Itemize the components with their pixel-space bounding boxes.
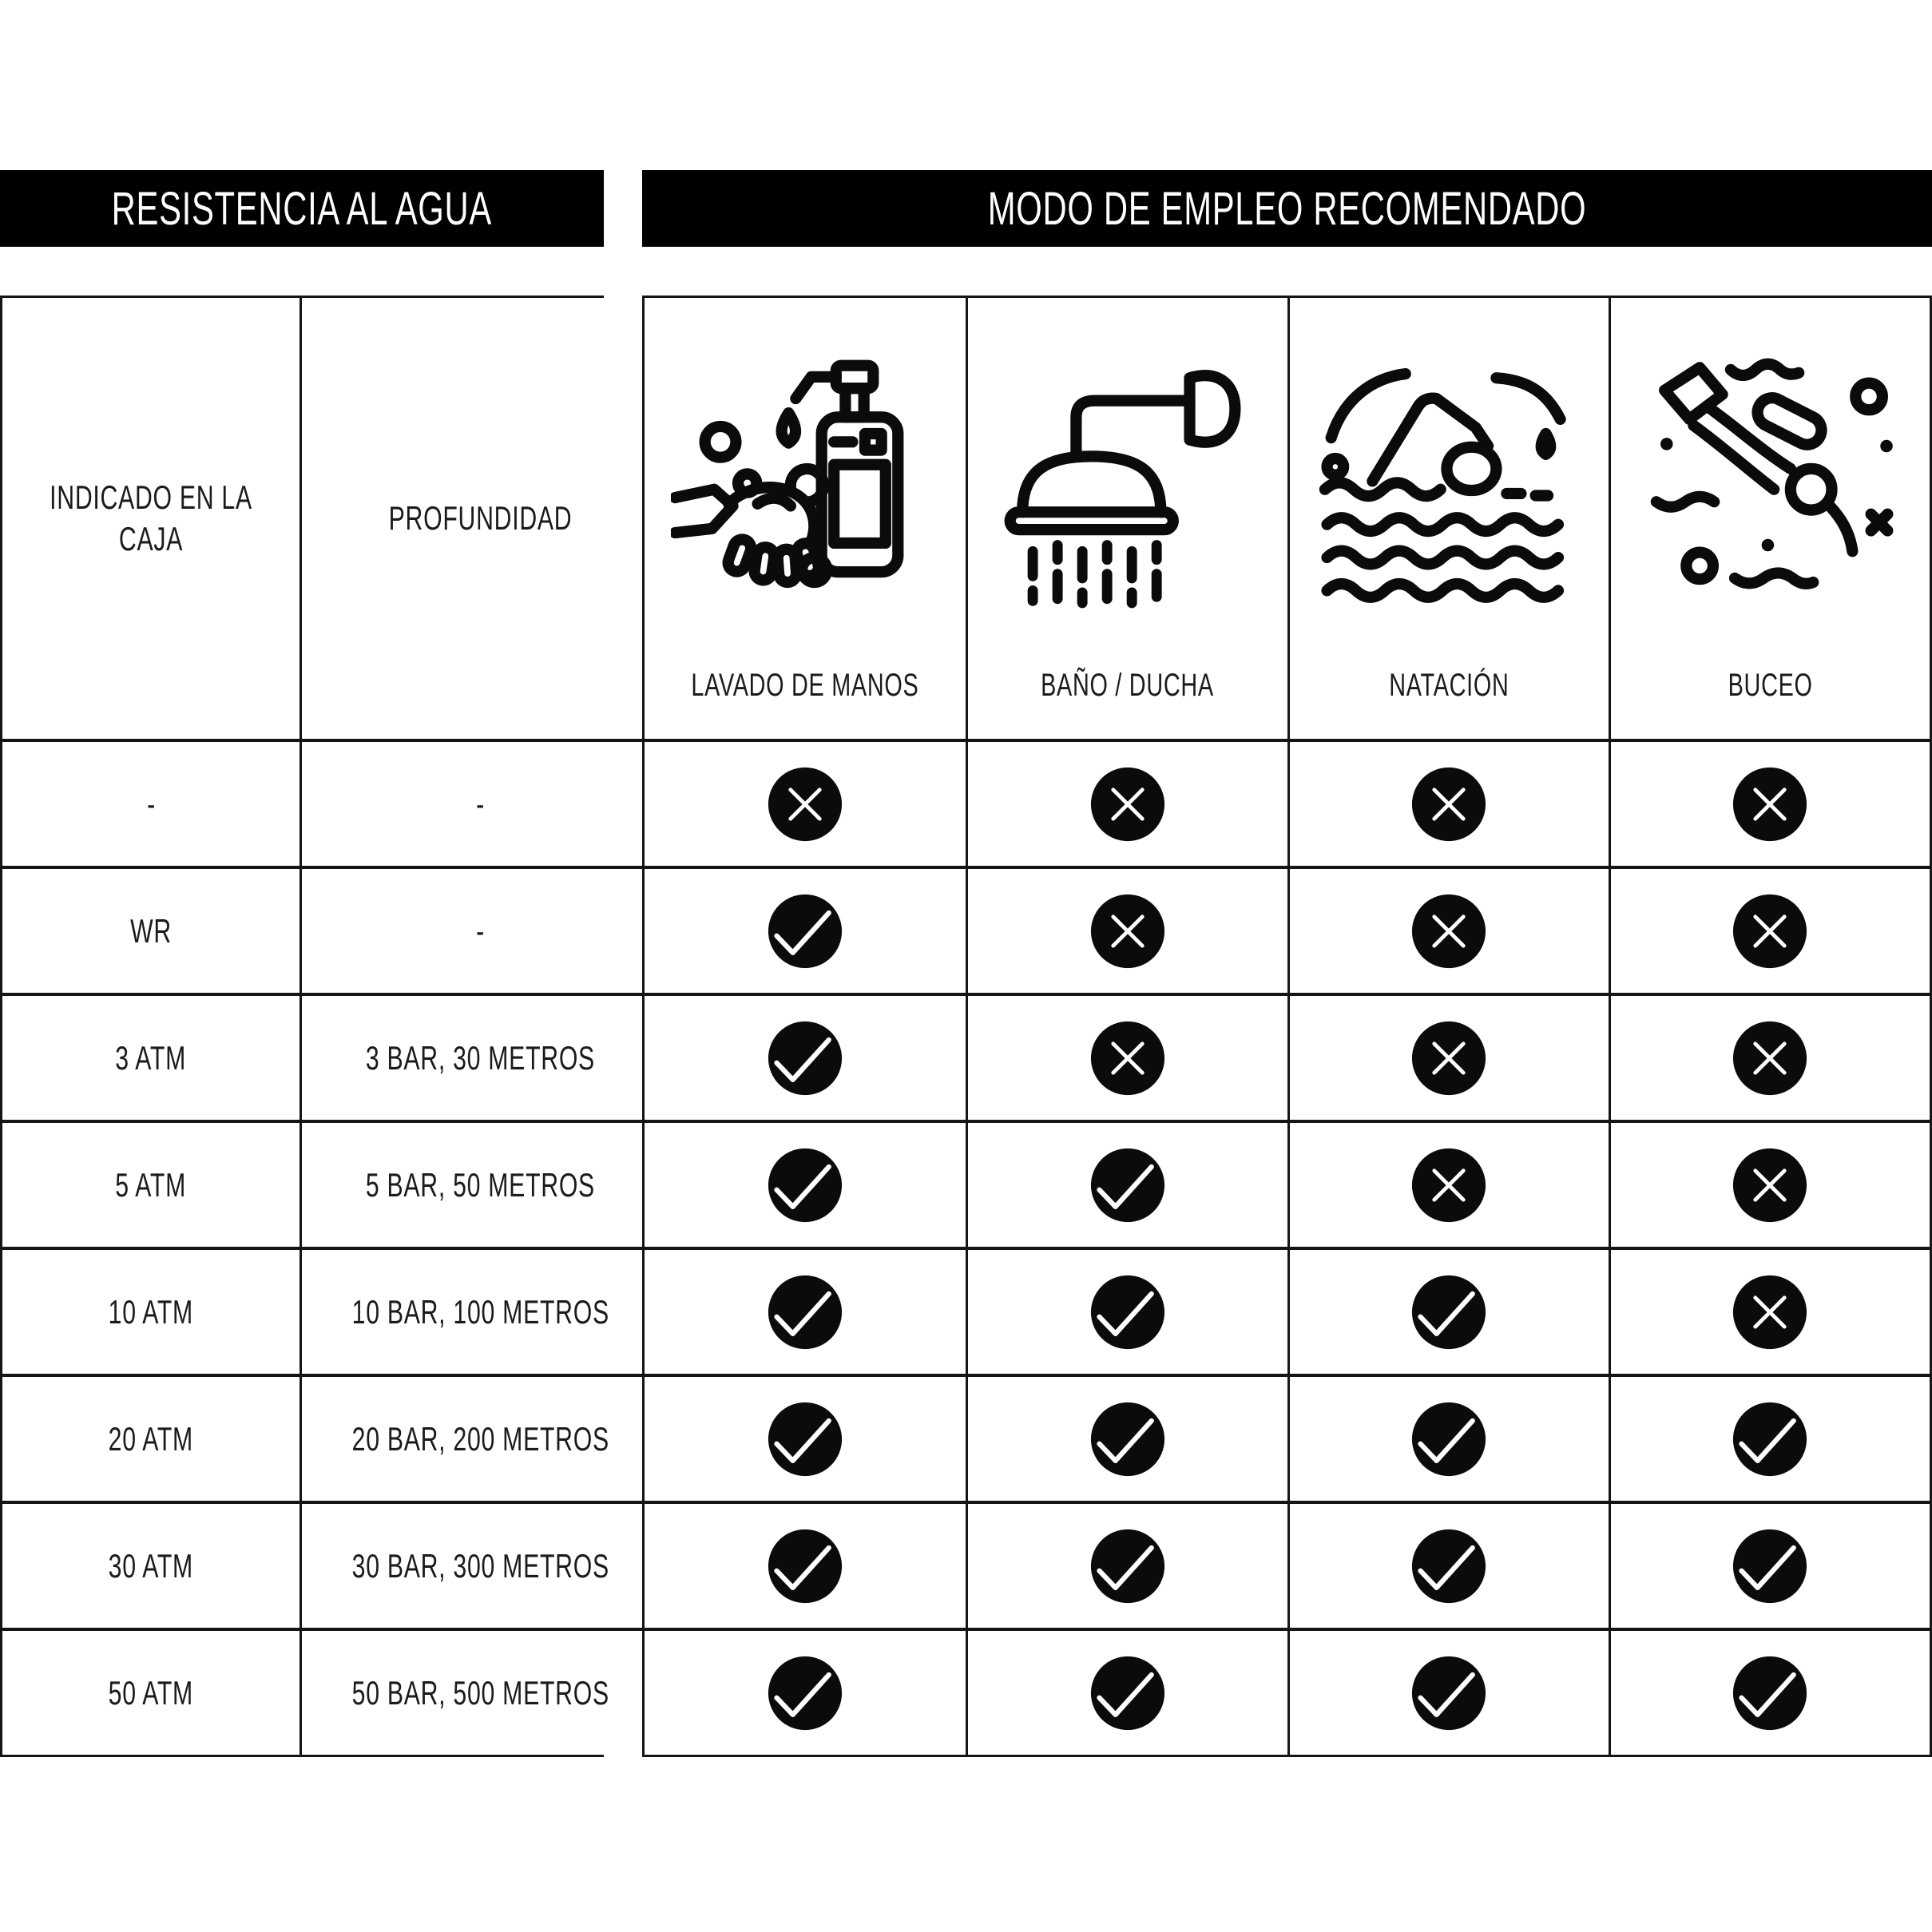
column-header-profundidad: PROFUNDIDAD [300,298,660,739]
check-mark-icon [767,1147,843,1224]
swimming-icon [1315,349,1583,617]
allowed-cell [966,1120,1287,1247]
check-mark-icon [767,893,843,970]
not-allowed-cell [1609,1120,1930,1247]
profundidad-cell: 20 BAR, 200 METROS [300,1374,660,1501]
check-mark-icon [1089,1274,1166,1351]
allowed-cell [1287,1628,1609,1755]
check-mark-icon [1410,1655,1487,1732]
column-header-indicado: INDICADO EN LA CAJA [2,298,300,739]
caja-cell: 3 ATM [2,993,300,1120]
not-allowed-cell [1609,866,1930,993]
usage-recommendation-table [642,296,1932,1757]
not-allowed-cell [1287,739,1609,866]
cross-mark-icon [1732,1147,1808,1224]
caja-cell: 5 ATM [2,1120,300,1247]
check-mark-icon [1410,1401,1487,1478]
cross-mark-icon [1732,1020,1808,1097]
profundidad-cell: 3 BAR, 30 METROS [300,993,660,1120]
check-mark-icon [1732,1655,1808,1732]
column-header-buceo: BUCEO [1609,298,1930,739]
check-mark-icon [767,1528,843,1605]
check-mark-icon [1089,1401,1166,1478]
profundidad-cell: 50 BAR, 500 METROS [300,1628,660,1755]
allowed-cell [966,1628,1287,1755]
diving-icon [1636,349,1904,617]
caja-cell: 10 ATM [2,1247,300,1374]
allowed-cell [1287,1501,1609,1628]
cross-mark-icon [1732,766,1808,843]
left-title: RESISTENCIA AL AGUA [111,182,493,235]
allowed-cell [645,866,966,993]
caja-cell: 30 ATM [2,1501,300,1628]
allowed-cell [1287,1374,1609,1501]
not-allowed-cell [1287,866,1609,993]
caja-cell: 20 ATM [2,1374,300,1501]
right-title: MODO DE EMPLEO RECOMENDADO [987,182,1587,235]
allowed-cell [645,993,966,1120]
right-title-bar [642,170,1932,247]
not-allowed-cell [966,993,1287,1120]
not-allowed-cell [1609,739,1930,866]
check-mark-icon [767,1655,843,1732]
profundidad-cell: 10 BAR, 100 METROS [300,1247,660,1374]
caja-cell: WR [2,866,300,993]
cross-mark-icon [1089,893,1166,970]
allowed-cell [645,1247,966,1374]
not-allowed-cell [966,739,1287,866]
profundidad-cell: - [300,866,660,993]
cross-mark-icon [1410,766,1487,843]
handwash-icon [671,349,939,617]
left-title-bar [0,170,604,247]
check-mark-icon [1410,1274,1487,1351]
caja-cell: - [2,739,300,866]
check-mark-icon [767,1401,843,1478]
allowed-cell [645,1120,966,1247]
not-allowed-cell [1609,993,1930,1120]
profundidad-cell: 30 BAR, 300 METROS [300,1501,660,1628]
check-mark-icon [767,1274,843,1351]
cross-mark-icon [1410,1020,1487,1097]
not-allowed-cell [1287,993,1609,1120]
cross-mark-icon [1732,893,1808,970]
allowed-cell [645,1628,966,1755]
water-resistance-table [0,296,609,1757]
allowed-cell [966,1374,1287,1501]
column-header-natacion: NATACIÓN [1287,298,1609,739]
caja-cell: 50 ATM [2,1628,300,1755]
column-header-lavado: LAVADO DE MANOS [645,298,966,739]
check-mark-icon [1089,1147,1166,1224]
cross-mark-icon [1410,1147,1487,1224]
check-mark-icon [1089,1655,1166,1732]
not-allowed-cell [1287,1120,1609,1247]
allowed-cell [645,1501,966,1628]
check-mark-icon [1732,1401,1808,1478]
not-allowed-cell [966,866,1287,993]
cross-mark-icon [1732,1274,1808,1351]
profundidad-cell: 5 BAR, 50 METROS [300,1120,660,1247]
check-mark-icon [767,1020,843,1097]
check-mark-icon [1732,1528,1808,1605]
column-header-ducha: BAÑO / DUCHA [966,298,1287,739]
not-allowed-cell [1609,1247,1930,1374]
allowed-cell [645,1374,966,1501]
allowed-cell [966,1247,1287,1374]
check-mark-icon [1410,1528,1487,1605]
allowed-cell [1609,1374,1930,1501]
cross-mark-icon [767,766,843,843]
allowed-cell [1287,1247,1609,1374]
allowed-cell [1609,1501,1930,1628]
allowed-cell [1609,1628,1930,1755]
cross-mark-icon [1089,1020,1166,1097]
check-mark-icon [1089,1528,1166,1605]
allowed-cell [966,1501,1287,1628]
not-allowed-cell [645,739,966,866]
cross-mark-icon [1410,893,1487,970]
cross-mark-icon [1089,766,1166,843]
shower-icon [994,349,1262,617]
profundidad-cell: - [300,739,660,866]
